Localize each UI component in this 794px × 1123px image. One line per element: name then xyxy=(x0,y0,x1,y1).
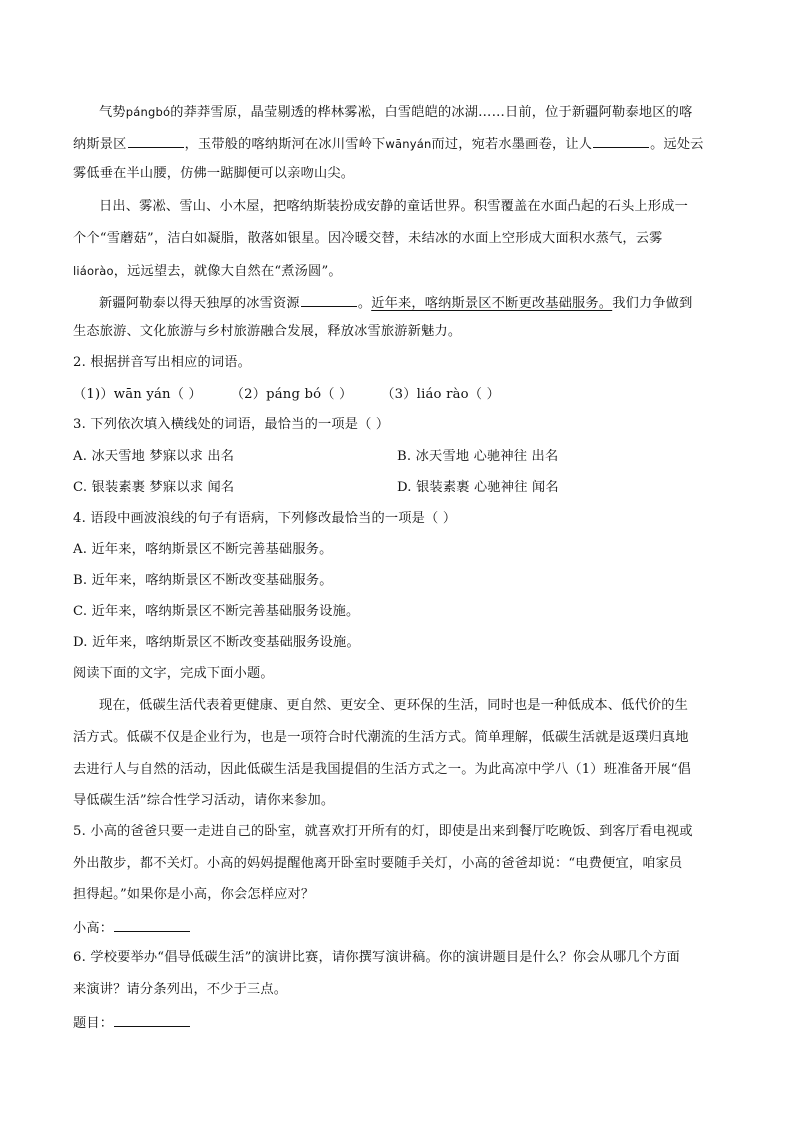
q6-answer xyxy=(73,1013,191,1033)
text: 日出、雾凇、雪山、小木屋，把喀纳斯装扮成安静的童话世界。积雪覆盖在水面凸起的石头上形成一 xyxy=(99,199,689,214)
text: 的莽莽雪原，晶莹剔透的桦林雾凇，白雪皑皑的冰湖……日前，位于新疆阿勒泰地区的喀 xyxy=(170,105,693,120)
passage1-line8 xyxy=(73,323,461,341)
passage2-line1: 现在，低碳生活代表着更健康、更自然、更安全、更环保的生活，同时也是一种低成本、低代价的生 xyxy=(99,698,689,713)
q3-options-row1 xyxy=(73,448,723,466)
q5-line3: 担得起。”如果你是小高，你会怎样应对？ xyxy=(73,887,315,902)
q4-option-c[interactable]: C. 近年来，喀纳斯景区不断完善基础服务设施。 xyxy=(73,604,360,619)
fill-blank-2[interactable] xyxy=(593,134,649,148)
text: 气势 xyxy=(99,105,126,120)
passage2-line3: 去进行人与自然的活动，因此低碳生活是我国提倡的生活方式之一。为此高凉中学八（1）班准备开展“倡 xyxy=(73,762,691,777)
text: 我们力争做到 xyxy=(612,296,693,311)
fill-blank-1[interactable] xyxy=(128,134,184,148)
text: 新疆阿勒泰以得天独厚的冰雪资源 xyxy=(99,296,300,311)
q6-line1: 6. 学校要举办“倡导低碳生活”的演讲比赛，请你撰写演讲稿。你的演讲题目是什么？你会从哪几个方面 xyxy=(73,950,680,965)
passage1-line6 xyxy=(73,262,342,281)
q4-option-d[interactable]: D. 近年来，喀纳斯景区不断改变基础服务设施。 xyxy=(73,635,360,650)
pinyin: wānyán xyxy=(385,137,432,151)
text: 。 xyxy=(357,296,372,311)
q6-answer-blank[interactable] xyxy=(114,1013,190,1027)
q2-stem: 2. 根据拼音写出相应的词语。 xyxy=(73,355,252,370)
passage1-line4 xyxy=(99,198,688,216)
fill-blank-3[interactable] xyxy=(301,293,357,307)
q4-option-a[interactable]: A. 近年来，喀纳斯景区不断完善基础服务。 xyxy=(73,542,333,557)
q5-answer xyxy=(73,918,191,938)
passage1-line7 xyxy=(99,293,693,313)
q4-stem: 4. 语段中画波浪线的句子有语病，下列修改最恰当的一项是（ ） xyxy=(73,511,457,526)
q3-stem: 3. 下列依次填入横线处的词语，最恰当的一项是（ ） xyxy=(73,417,390,432)
q6-answer-label: 题目： xyxy=(73,1016,114,1031)
q3-option-c[interactable]: C. 银装素裹 梦寐以求 闻名 xyxy=(73,480,235,495)
q2-item-2: （2）páng bó（ ） xyxy=(230,387,353,402)
text: 雾低垂在半山腰，仿佛一踮脚便可以亲吻山尖。 xyxy=(73,166,355,181)
q5-answer-label: 小高： xyxy=(73,921,114,936)
q3-options-row2 xyxy=(73,479,723,497)
q3-option-a[interactable]: A. 冰天雪地 梦寐以求 出名 xyxy=(73,449,235,464)
q6-line2: 来演讲？请分条列出，不少于三点。 xyxy=(73,982,288,997)
passage1-line2 xyxy=(73,134,704,154)
passage1-line5 xyxy=(73,230,663,248)
text: ，远远望去，就像大自然在“煮汤圆”。 xyxy=(113,264,342,279)
pinyin: pángbó xyxy=(125,105,171,119)
q5-answer-blank[interactable] xyxy=(114,918,190,932)
text: 纳斯景区 xyxy=(73,137,127,152)
q5-line2: 外出散步，都不关灯。小高的妈妈提醒他离开卧室时要随手关灯，小高的爸爸却说：“电费便宜，咱家员 xyxy=(73,856,683,871)
text: 而过，宛若水墨画卷，让人 xyxy=(431,137,593,152)
text: 个个“雪蘑菇”，洁白如凝脂，散落如银星。因冷暖交替，未结冰的水面上空形成大面积水蒸气，云雾 xyxy=(73,231,663,246)
q5-line1: 5. 小高的爸爸只要一走进自己的卧室，就喜欢打开所有的灯，即使是出来到餐厅吃晚饭、到客厅看电视或 xyxy=(73,824,693,839)
passage1-line3 xyxy=(73,165,354,183)
passage1-line1 xyxy=(99,103,692,122)
q2-items xyxy=(73,386,500,404)
text: 生态旅游、文化旅游与乡村旅游融合发展，释放冰雪旅游新魅力。 xyxy=(73,324,462,339)
q2-item-3: （3）liáo rào（ ） xyxy=(381,387,500,402)
wavy-underlined-sentence: 近年来，喀纳斯景区不断更改基础服务。 xyxy=(371,296,613,311)
pinyin: liáorào xyxy=(73,264,114,278)
text: ，玉带般的喀纳斯河在冰川雪岭下 xyxy=(184,137,386,152)
q3-option-b[interactable]: B. 冰天雪地 心驰神往 出名 xyxy=(397,449,559,464)
q2-item-1: （1)）wān yán（ ） xyxy=(73,387,202,402)
reading-instruction: 阅读下面的文字，完成下面小题。 xyxy=(73,666,274,681)
passage2-line4: 导低碳生活”综合性学习活动，请你来参加。 xyxy=(73,793,335,808)
passage2-line2: 活方式。低碳不仅是企业行为，也是一项符合时代潮流的生活方式。简单理解，低碳生活就是返璞归真地 xyxy=(73,730,689,745)
text: 。远处云 xyxy=(650,137,704,152)
q4-option-b[interactable]: B. 近年来，喀纳斯景区不断改变基础服务。 xyxy=(73,573,333,588)
q3-option-d[interactable]: D. 银装素裹 心驰神往 闻名 xyxy=(397,480,559,495)
